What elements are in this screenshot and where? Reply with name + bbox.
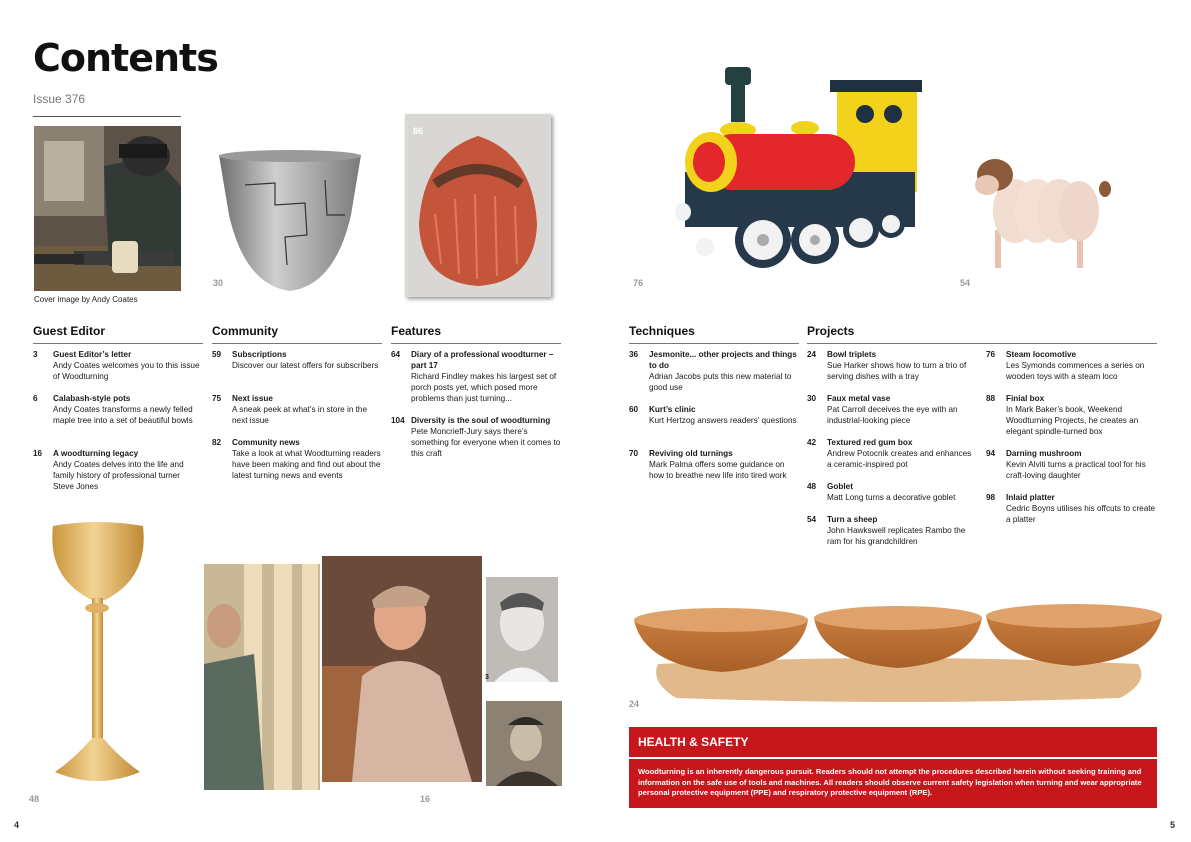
entry-title: Next issue — [232, 394, 273, 403]
entry-desc: Pat Carroll deceives the eye with an industrial-looking piece — [827, 405, 958, 425]
entry-page: 59 — [212, 350, 222, 359]
cover-caption: Cover image by Andy Coates — [34, 295, 138, 304]
section-heading-features: Features — [391, 324, 442, 338]
entry-title: Kurt’s clinic — [649, 405, 696, 414]
entry-desc: Andy Coates welcomes you to this issue of Woodturning — [53, 361, 200, 381]
contents-entry[interactable] — [33, 393, 203, 426]
entry-desc: Andy Coates delves into the life and family history of professional turner Steve Jones — [53, 460, 184, 491]
turner-with-posts-photo — [204, 564, 320, 790]
page-number-vase: 30 — [213, 278, 224, 288]
entry-desc: Kurt Hertzog answers readers’ questions — [649, 416, 797, 425]
contents-entry[interactable] — [629, 349, 799, 393]
contents-entry[interactable] — [212, 393, 382, 426]
entry-title: A woodturning legacy — [53, 449, 139, 458]
section-rule — [212, 343, 382, 344]
entry-page: 60 — [629, 405, 639, 414]
entry-page: 30 — [807, 394, 817, 403]
entry-desc: Kevin Alviti turns a practical tool for his craft-loving daughter — [1006, 460, 1146, 480]
sheep-photo — [975, 145, 1113, 275]
entry-desc: Take a look at what Woodturning readers have been making and find out about the latest turning news and events — [232, 449, 381, 480]
entry-title: Goblet — [827, 482, 853, 491]
entry-desc: Pete Moncrieff-Jury says there’s something for everyone when it comes to this craft — [411, 427, 561, 458]
entry-desc: Sue Harker shows how to turn a trio of serving dishes with a tray — [827, 361, 967, 381]
issue-divider — [33, 116, 181, 117]
entry-desc: In Mark Baker’s book, Weekend Woodturning Projects, he creates an elegant spindle-turned box — [1006, 405, 1139, 436]
health-safety-banner — [629, 727, 1157, 757]
elderly-turner-photo — [322, 556, 482, 782]
page-number-sheep: 54 — [960, 278, 971, 288]
entry-title: Community news — [232, 438, 300, 447]
contents-entry[interactable] — [33, 349, 203, 382]
entry-desc: Discover our latest offers for subscribers — [232, 361, 379, 370]
folio-right: 5 — [1170, 820, 1176, 830]
entry-desc: Cedric Boyns utilises his offcuts to create a platter — [1006, 504, 1156, 524]
contents-entry[interactable] — [807, 514, 977, 547]
section-rule — [807, 343, 1157, 344]
red-gum-pot-photo — [405, 114, 551, 297]
entry-desc: Andrew Potocnik creates and enhances a ceramic-inspired pot — [827, 449, 972, 469]
bowl-triplets-photo — [630, 600, 1166, 708]
entry-desc: Richard Findley makes his largest set of porch posts yet, which posed more problems than just turning... — [411, 372, 557, 403]
page-number-people: 16 — [420, 794, 431, 804]
entry-page: 104 — [391, 416, 405, 425]
entry-page: 42 — [807, 438, 817, 447]
section-rule — [629, 343, 799, 344]
entry-page: 36 — [629, 350, 639, 359]
entry-title: Diary of a professional woodturner – part 17 — [411, 350, 554, 370]
health-safety-box — [629, 759, 1157, 808]
entry-page: 48 — [807, 482, 817, 491]
entry-title: Finial box — [1006, 394, 1045, 403]
contents-entry[interactable] — [33, 448, 203, 492]
contents-entry[interactable] — [807, 481, 977, 503]
entry-desc: Adrian Jacobs puts this new material to good use — [649, 372, 792, 392]
entry-title: Faux metal vase — [827, 394, 891, 403]
entry-desc: Andy Coates transforms a newly felled maple tree into a set of beautiful bowls — [53, 405, 193, 425]
entry-title: Jesmonite... other projects and things to do — [649, 350, 797, 370]
cover-photo — [34, 126, 181, 291]
entry-page: 75 — [212, 394, 222, 403]
section-heading-guest-editor: Guest Editor — [33, 324, 106, 338]
entry-page: 82 — [212, 438, 222, 447]
contents-entry[interactable] — [986, 448, 1156, 481]
sepia-portrait-photo — [482, 697, 566, 790]
contents-entry[interactable] — [807, 349, 977, 382]
page-number-goblet: 48 — [29, 794, 40, 804]
page-number-pot: 86 — [413, 126, 424, 136]
entry-desc: Les Symonds commences a series on wooden toys with a steam loco — [1006, 361, 1145, 381]
entry-desc: John Hawkswell replicates Rambo the ram for his grandchildren — [827, 526, 966, 546]
contents-entry[interactable] — [629, 404, 799, 426]
entry-title: Darning mushroom — [1006, 449, 1082, 458]
entry-desc: Mark Palma offers some guidance on how to breathe new life into tired work — [649, 460, 787, 480]
contents-entry[interactable] — [986, 393, 1156, 437]
entry-title: Textured red gum box — [827, 438, 913, 447]
section-heading-community: Community — [212, 324, 278, 338]
folio-left: 4 — [14, 820, 20, 830]
contents-entry[interactable] — [807, 437, 977, 470]
contents-entry[interactable] — [212, 349, 382, 371]
metal-vase-photo — [215, 145, 365, 295]
entry-desc: A sneak peek at what’s in store in the next issue — [232, 405, 368, 425]
portrait-photo — [482, 573, 562, 686]
page-number-portrait: 3 — [485, 674, 489, 681]
entry-page: 16 — [33, 449, 43, 458]
entry-page: 24 — [807, 350, 817, 359]
entry-page: 6 — [33, 394, 38, 403]
entry-page: 54 — [807, 515, 817, 524]
entry-desc: Matt Long turns a decorative goblet — [827, 493, 956, 502]
health-safety-heading: HEALTH & SAFETY — [638, 735, 749, 749]
entry-title: Subscriptions — [232, 350, 287, 359]
contents-entry[interactable] — [212, 437, 382, 481]
entry-page: 70 — [629, 449, 639, 458]
entry-page: 64 — [391, 350, 401, 359]
section-rule — [391, 343, 561, 344]
section-heading-projects: Projects — [807, 324, 855, 338]
contents-entry[interactable] — [391, 349, 561, 404]
contents-entry[interactable] — [391, 415, 561, 459]
entry-title: Guest Editor’s letter — [53, 350, 132, 359]
entry-page: 3 — [33, 350, 38, 359]
entry-title: Steam locomotive — [1006, 350, 1077, 359]
entry-title: Calabash-style pots — [53, 394, 131, 403]
entry-title: Reviving old turnings — [649, 449, 733, 458]
contents-entry[interactable] — [986, 349, 1156, 382]
entry-title: Turn a sheep — [827, 515, 878, 524]
entry-title: Diversity is the soul of woodturning — [411, 416, 551, 425]
section-heading-techniques: Techniques — [629, 324, 695, 338]
contents-entry[interactable] — [807, 393, 977, 426]
page-title: Contents — [33, 36, 218, 80]
section-rule — [33, 343, 203, 344]
goblet-photo — [45, 518, 150, 788]
entry-title: Bowl triplets — [827, 350, 877, 359]
steam-locomotive-photo — [665, 62, 925, 292]
entry-page: 94 — [986, 449, 996, 458]
issue-number: Issue 376 — [33, 92, 86, 106]
entry-page: 88 — [986, 394, 996, 403]
page-number-train: 76 — [633, 278, 644, 288]
contents-entry[interactable] — [986, 492, 1156, 525]
page-number-bowls: 24 — [629, 699, 640, 709]
entry-page: 98 — [986, 493, 996, 502]
health-safety-text: Woodturning is an inherently dangerous pursuit. Readers should not attempt the procedures described herein without seeking training and information on the safe use of tools and machines. All readers should observe current safety legislation when turning and wear appropriate personal protective equipment (PPE) and respiratory protective equipment (RPE). — [638, 767, 1142, 797]
entry-page: 76 — [986, 350, 996, 359]
contents-entry[interactable] — [629, 448, 799, 481]
entry-title: Inlaid platter — [1006, 493, 1055, 502]
